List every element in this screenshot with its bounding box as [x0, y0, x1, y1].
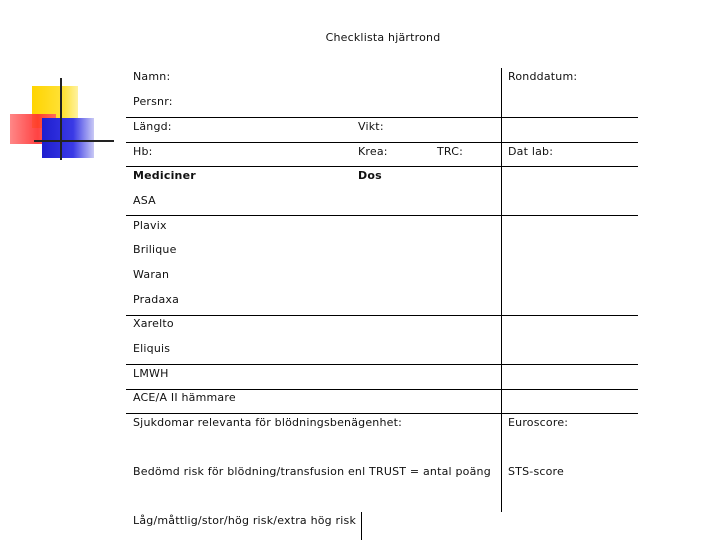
medication-item: LMWH [133, 367, 169, 380]
medication-item: Brilique [133, 243, 177, 256]
dos-header: Dos [358, 169, 382, 182]
langd-label: Längd: [133, 120, 172, 133]
row-divider [126, 364, 638, 365]
logo-vertical-line [60, 78, 62, 160]
row-divider [126, 142, 638, 143]
risk-levels-label: Låg/måttlig/stor/hög risk/extra hög risk [133, 514, 357, 527]
trc-label: TRC: [437, 145, 464, 158]
medication-item: Xarelto [133, 317, 174, 330]
vikt-label: Vikt: [358, 120, 384, 133]
decorative-squares-logo-icon [0, 0, 110, 170]
medication-item: Plavix [133, 219, 167, 232]
namn-label: Namn: [133, 70, 171, 83]
diseases-label: Sjukdomar relevanta för blödningsbenägenhet: [133, 416, 403, 429]
euroscore-label: Euroscore: [508, 416, 569, 429]
column-divider [361, 512, 362, 540]
dat-lab-label: Dat lab: [508, 145, 554, 158]
medication-item: ASA [133, 194, 156, 207]
mediciner-header: Mediciner [133, 169, 196, 182]
column-divider [501, 68, 502, 512]
row-divider [126, 389, 638, 390]
row-divider [126, 413, 638, 414]
logo-blue-square [42, 118, 94, 158]
row-divider [126, 215, 638, 216]
trust-risk-label: Bedömd risk för blödning/transfusion enl TRUST = antal poäng [133, 465, 491, 478]
krea-label: Krea: [358, 145, 388, 158]
medication-item: Pradaxa [133, 293, 180, 306]
medication-item: ACE/A II hämmare [133, 391, 236, 404]
row-divider [126, 315, 638, 316]
page-title: Checklista hjärtrond [325, 31, 441, 44]
hb-label: Hb: [133, 145, 153, 158]
row-divider [126, 117, 638, 118]
sts-score-label: STS-score [508, 465, 565, 478]
persnr-label: Persnr: [133, 95, 173, 108]
row-divider [126, 166, 638, 167]
ronddatum-label: Ronddatum: [508, 70, 578, 83]
logo-horizontal-line [34, 140, 114, 142]
medication-item: Waran [133, 268, 170, 281]
medication-item: Eliquis [133, 342, 171, 355]
